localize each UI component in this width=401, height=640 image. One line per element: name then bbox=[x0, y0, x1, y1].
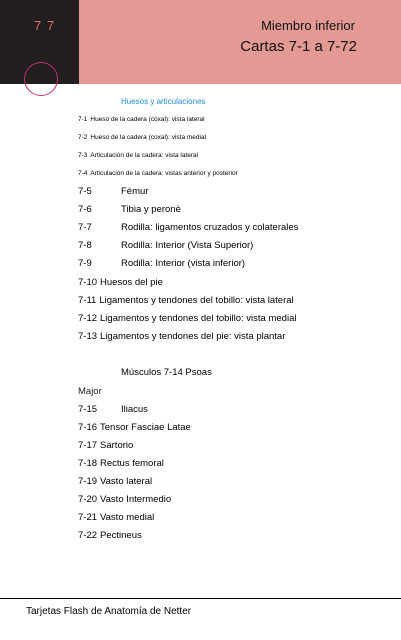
item-label: Articulación de la cadera: vistas anterior y posterior bbox=[90, 170, 238, 177]
item-label: Articulación de la cadera: vista lateral bbox=[90, 152, 199, 159]
footer-divider bbox=[0, 598, 401, 599]
list-item bbox=[78, 277, 163, 288]
item-label: Rodilla: ligamentos cruzados y colaterales bbox=[121, 222, 299, 233]
list-item bbox=[78, 240, 253, 251]
list-item bbox=[78, 458, 164, 469]
item-number: 7-20 bbox=[78, 494, 98, 505]
item-number: 7-17 bbox=[78, 440, 98, 451]
item-number: 7-19 bbox=[78, 476, 98, 487]
item-label: Vasto Intermedio bbox=[100, 494, 172, 505]
list-item bbox=[78, 404, 148, 415]
list-item bbox=[78, 331, 285, 342]
section-heading-bones: Huesos y articulaciones bbox=[121, 97, 206, 106]
item-number: 7-18 bbox=[78, 458, 98, 469]
item-number: 7-5 bbox=[78, 186, 92, 197]
item-label: Vasto medial bbox=[100, 512, 155, 523]
item-label: Rodilla: Interior (Vista Superior) bbox=[121, 240, 254, 251]
list-item bbox=[78, 476, 152, 487]
item-number: 7-3 bbox=[78, 152, 88, 159]
list-item bbox=[78, 494, 171, 505]
list-item bbox=[78, 313, 296, 324]
item-label: Rodilla: Interior (vista inferior) bbox=[121, 258, 246, 269]
item-label: Hueso de la cadera (coxal): vista medial bbox=[90, 134, 207, 141]
list-item bbox=[78, 222, 298, 233]
item-number: 7-15 bbox=[78, 404, 98, 415]
list-item bbox=[78, 422, 191, 433]
item-label: Hueso de la cadera (coxal): vista lateral bbox=[90, 116, 205, 123]
list-item bbox=[78, 186, 148, 197]
item-number: 7-22 bbox=[78, 530, 98, 541]
list-item bbox=[78, 530, 142, 541]
item-label: Tibia y peronè bbox=[121, 204, 181, 215]
list-item bbox=[78, 295, 294, 306]
list-item bbox=[78, 512, 154, 523]
item-number: 7-4 bbox=[78, 170, 88, 177]
item-number: 7-7 bbox=[78, 222, 92, 233]
item-label: Huesos del pie bbox=[100, 277, 163, 288]
item-number: 7-2 bbox=[78, 134, 88, 141]
footer-text: Tarjetas Flash de Anatomía de Netter bbox=[26, 606, 192, 617]
section-heading-muscles: Músculos 7-14 Psoas bbox=[121, 367, 212, 378]
section-heading-continuation: Major bbox=[78, 386, 102, 397]
item-number: 7-11 bbox=[78, 295, 97, 306]
item-label: Tensor Fasciae Latae bbox=[100, 422, 191, 433]
item-number: 7-21 bbox=[78, 512, 98, 523]
item-number: 7-9 bbox=[78, 258, 92, 269]
item-label: Iliacus bbox=[121, 404, 148, 415]
list-item bbox=[78, 134, 206, 141]
list-item bbox=[78, 116, 205, 123]
item-label: Sartorio bbox=[100, 440, 134, 451]
item-label: Ligamentos y tendones del tobillo: vista lateral bbox=[99, 295, 294, 306]
list-item bbox=[78, 204, 181, 215]
circle-icon bbox=[24, 62, 58, 96]
item-number: 7-6 bbox=[78, 204, 92, 215]
item-number: 7-8 bbox=[78, 240, 92, 251]
item-number: 7-13 bbox=[78, 331, 98, 342]
item-label: Ligamentos y tendones del tobillo: vista medial bbox=[100, 313, 297, 324]
list-item bbox=[78, 170, 238, 177]
chapter-number: 7 7 bbox=[34, 18, 56, 33]
item-label: Vasto lateral bbox=[100, 476, 153, 487]
list-item bbox=[78, 258, 245, 269]
chapter-title: Miembro inferior bbox=[261, 18, 355, 33]
list-item bbox=[78, 440, 133, 451]
item-number: 7-1 bbox=[78, 116, 88, 123]
item-label: Rectus femoral bbox=[100, 458, 164, 469]
chapter-subtitle: Cartas 7-1 a 7-72 bbox=[240, 38, 357, 55]
item-number: 7-10 bbox=[78, 277, 98, 288]
item-number: 7-12 bbox=[78, 313, 98, 324]
item-number: 7-16 bbox=[78, 422, 98, 433]
item-label: Pectineus bbox=[100, 530, 142, 541]
item-label: Fémur bbox=[121, 186, 149, 197]
item-label: Ligamentos y tendones del pie: vista plantar bbox=[100, 331, 286, 342]
list-item bbox=[78, 152, 198, 159]
